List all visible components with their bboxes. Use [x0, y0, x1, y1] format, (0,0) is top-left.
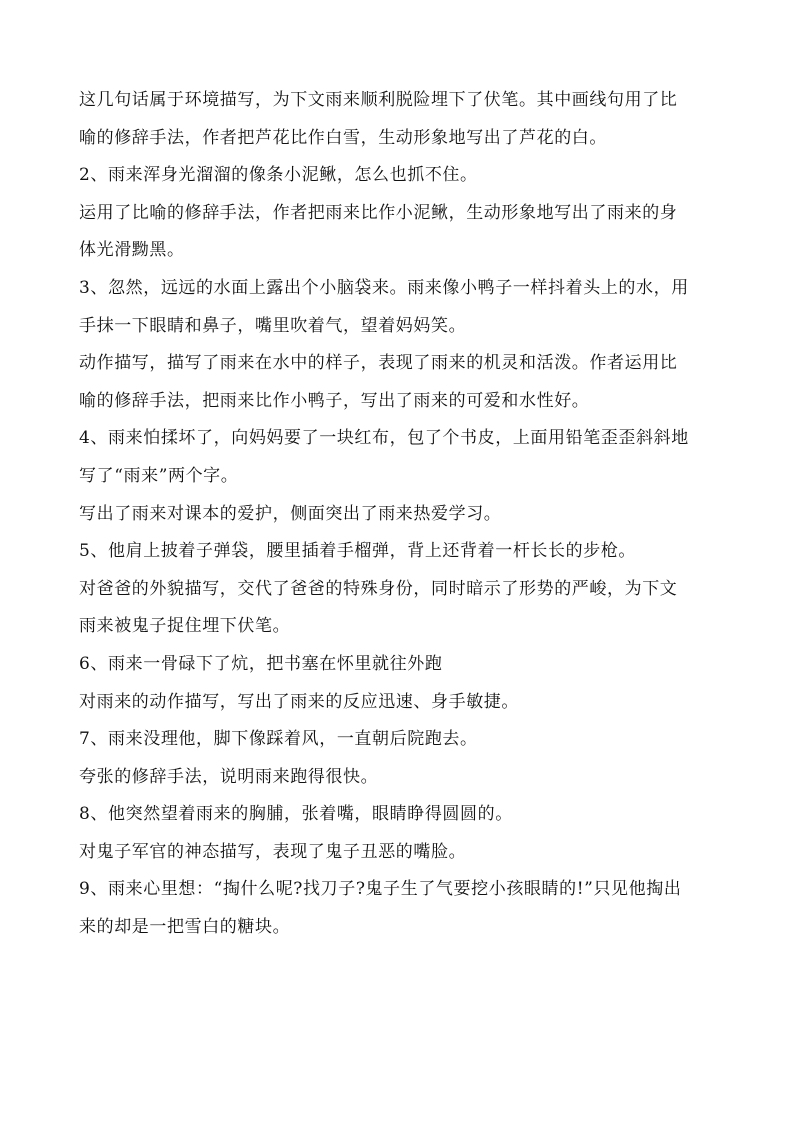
- text-line: 3、忽然，远远的水面上露出个小脑袋来。雨来像小鸭子一样抖着头上的水，用: [79, 277, 689, 298]
- text-line: 对爸爸的外貌描写，交代了爸爸的特殊身份，同时暗示了形势的严峻，为下文: [79, 578, 678, 599]
- text-line: 这几句话属于环境描写，为下文雨来顺利脱险埋下了伏笔。其中画线句用了比: [79, 90, 678, 110]
- text-line: 喻的修辞手法，作者把芦花比作白雪，生动形象地写出了芦花的白。: [79, 127, 607, 148]
- text-line: 夸张的修辞手法，说明雨来跑得很快。: [79, 766, 379, 787]
- text-line: 6、雨来一骨碌下了炕，把书塞在怀里就往外跑: [79, 653, 443, 674]
- text-line: 体光滑黝黑。: [79, 240, 185, 261]
- text-line: 5、他肩上披着子弹袋，腰里插着手榴弹，背上还背着一杆长长的步枪。: [79, 541, 637, 562]
- text-line: 9、雨来心里想：“掏什么呢?找刀子?鬼子生了气要挖小孩眼睛的!”只见他掏出: [79, 879, 682, 900]
- text-line: 7、雨来没理他，脚下像踩着风，一直朝后院跑去。: [79, 729, 478, 750]
- text-line: 8、他突然望着雨来的胸脯，张着嘴，眼睛睁得圆圆的。: [79, 804, 513, 825]
- text-line: 手抹一下眼睛和鼻子，嘴里吹着气，望着妈妈笑。: [79, 315, 467, 336]
- text-line: 2、雨来浑身光溜溜的像条小泥鳅，怎么也抓不住。: [79, 165, 478, 186]
- text-line: 对雨来的动作描写，写出了雨来的反应迅速、身手敏捷。: [79, 691, 519, 712]
- document-body: [79, 82, 719, 947]
- text-line: 写了“雨来”两个字。: [79, 465, 239, 486]
- text-line: 对鬼子军官的神态描写，表现了鬼子丑恶的嘴脸。: [79, 841, 467, 862]
- text-line: 来的却是一把雪白的糖块。: [79, 917, 291, 938]
- text-line: 喻的修辞手法，把雨来比作小鸭子，写出了雨来的可爱和水性好。: [79, 390, 590, 411]
- text-line: 动作描写，描写了雨来在水中的样子，表现了雨来的机灵和活泼。作者运用比: [79, 353, 678, 374]
- text-line: 雨来被鬼子捉住埋下伏笔。: [79, 616, 291, 637]
- text-line: 写出了雨来对课本的爱护，侧面突出了雨来热爱学习。: [79, 503, 502, 524]
- text-line: 4、雨来怕揉坏了，向妈妈要了一块红布，包了个书皮，上面用铅笔歪歪斜斜地: [79, 428, 689, 449]
- text-line: 运用了比喻的修辞手法，作者把雨来比作小泥鳅，生动形象地写出了雨来的身: [79, 202, 678, 223]
